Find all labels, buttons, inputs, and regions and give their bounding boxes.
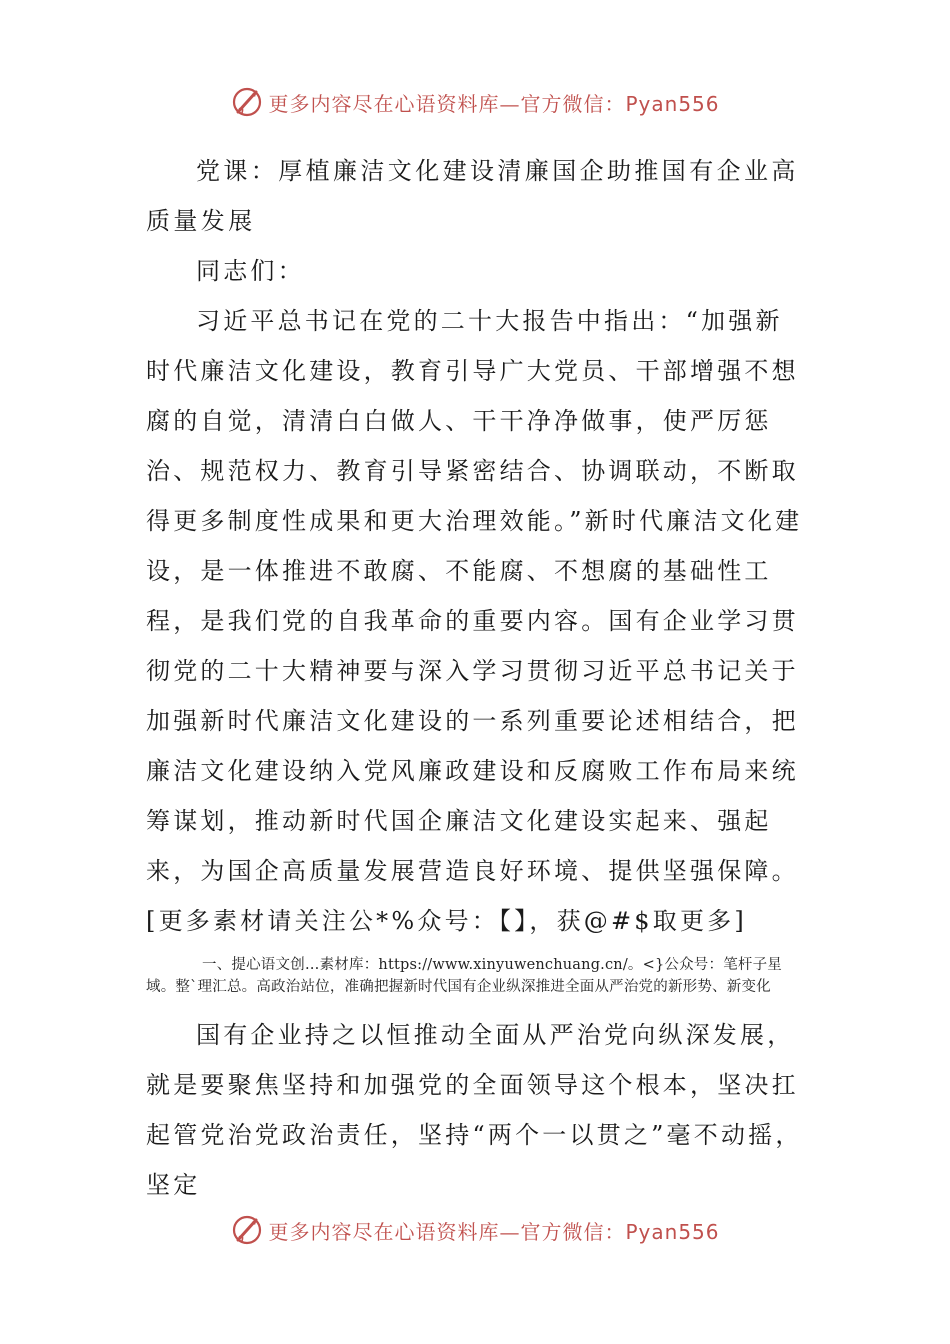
body-paragraph: 习近平总书记在党的二十大报告中指出：“加强新时代廉洁文化建设，教育引导广大党员、干部增强不想腐的自觉，清清白白做人、干干净净做事，使严厉惩治、规范权力、教育引导紧密结合、协调联动，不断取得更多制度性成果和更大治理效能。”新时代廉洁文化建设，是一体推进不敢腐、不能腐、不想腐的基础性工程，是我们党的自我革命的重要内容。国有企业学习贯彻党的二十大精神要与深入学习贯彻习近平总书记关于加强新时代廉洁文化建设的一系列重要论述相结合，把廉洁文化建设纳入党风廉政建设和反腐败工作布局来统筹谋划，推动新时代国企廉洁文化建设实起来、强起来，为国企高质量发展营造良好环境、提供坚强保障。[更多素材请关注公*%众号：【】，获@#$取更多] xyxy=(146,307,803,935)
document-title: 党课：厚植廉洁文化建设清廉国企助推国有企业高质量发展 xyxy=(146,157,799,235)
pen-logo-icon xyxy=(230,1213,264,1247)
document-body xyxy=(146,146,806,1210)
watermark-text: 更多内容尽在心语资料库—官方微信：Pyan556 xyxy=(268,1219,720,1244)
pen-logo-icon xyxy=(230,85,264,119)
salutation: 同志们： xyxy=(196,257,305,285)
body-paragraph: 国有企业持之以恒推动全面从严治党向纵深发展，就是要聚焦坚持和加强党的全面领导这个根本，坚决扛起管党治党政治责任，坚持“两个一以贯之”毫不动摇，坚定 xyxy=(146,1021,803,1199)
watermark-header xyxy=(0,82,950,122)
section-heading-paragraph: 一、提心语文创…素材库：https://www.xinyuwenchuang.cn/。<}公众号：笔杆子星域。整`理汇总。高政治站位，准确把握新时代国有企业纵深推进全面从严治党的新形势、新变化 xyxy=(146,957,782,995)
watermark-footer xyxy=(0,1210,950,1250)
watermark-text: 更多内容尽在心语资料库—官方微信：Pyan556 xyxy=(268,91,720,116)
